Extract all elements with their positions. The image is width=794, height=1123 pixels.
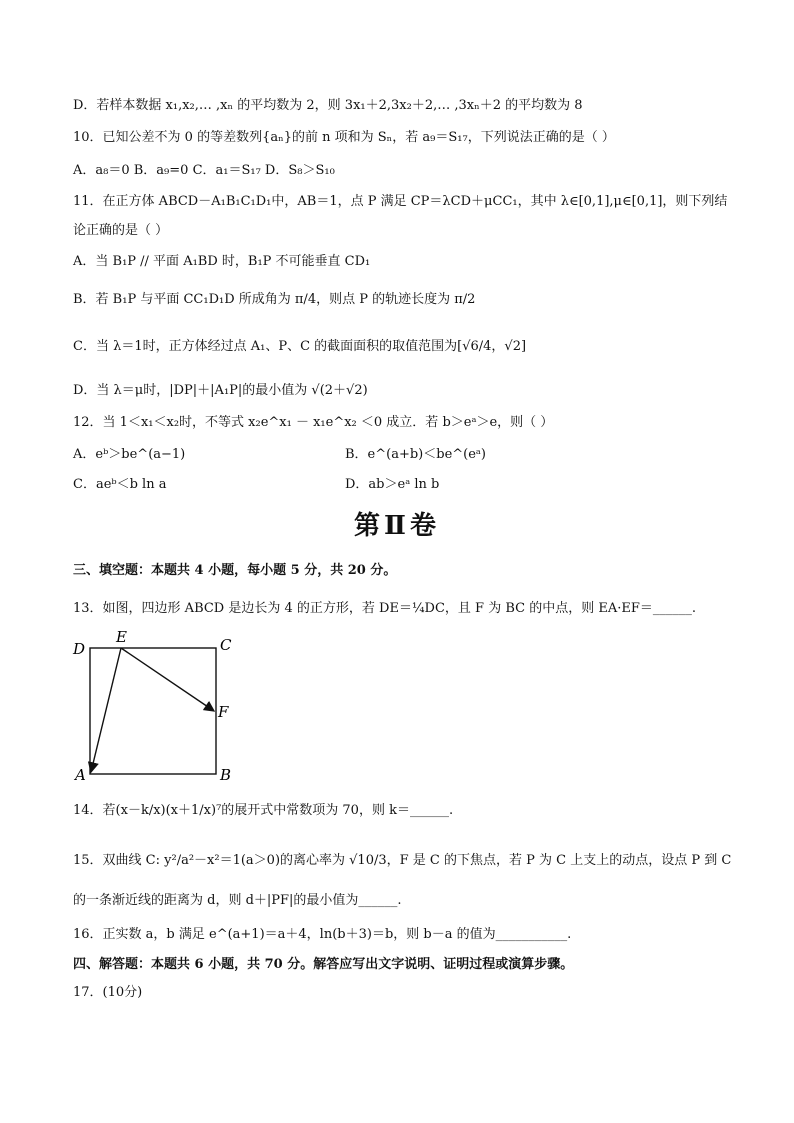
vector-ea <box>91 648 121 772</box>
question-11-option-b: B．若 B₁P 与平面 CC₁D₁D 所成角为 π/4，则点 P 的轨迹长度为 π/2 <box>73 292 476 307</box>
square-figure <box>70 628 240 783</box>
question-12: 12．当 1＜x₁＜x₂时，不等式 x₂e^x₁ － x₁e^x₂ ＜0 成立．若 b＞eᵃ＞e，则（ ） <box>73 415 554 430</box>
label-d: D <box>73 640 86 658</box>
question-15-cont: 的一条渐近线的距离为 d，则 d＋|PF|的最小值为______. <box>73 893 402 908</box>
q9-option-d: D．若样本数据 x₁,x₂,… ,xₙ 的平均数为 2，则 3x₁＋2,3x₂＋2,… ,3xₙ＋2 的平均数为 8 <box>73 98 583 113</box>
question-10: 10．已知公差不为 0 的等差数列{aₙ}的前 n 项和为 Sₙ，若 a₉＝S₁₇，下列说法正确的是（ ） <box>73 130 615 145</box>
square-abcd <box>90 648 216 774</box>
question-14: 14．若(x－k/x)(x＋1/x)⁷的展开式中常数项为 70，则 k＝______. <box>73 803 454 818</box>
question-17: 17．(10分) <box>73 985 143 1000</box>
question-15: 15．双曲线 C: y²/a²－x²＝1(a＞0)的离心率为 √10/3，F 是 C 的下焦点，若 P 为 C 上支上的动点，设点 P 到 C <box>73 853 732 868</box>
question-10-options: A．a₈＝0 B．a₉=0 C．a₁＝S₁₇ D．S₈＞S₁₀ <box>73 163 335 178</box>
question-13: 13．如图，四边形 ABCD 是边长为 4 的正方形，若 DE＝¼DC，且 F 为 BC 的中点，则 EA·EF＝______. <box>73 601 696 616</box>
section-title: 第Ⅱ卷 <box>354 511 440 541</box>
label-b: B <box>220 766 232 783</box>
part-3-heading: 三、填空题：本题共 4 小题，每小题 5 分，共 20 分。 <box>73 563 397 578</box>
vector-ef <box>121 648 214 711</box>
question-12-option-a: A．eᵇ＞be^(a−1) <box>73 447 186 462</box>
question-12-option-d: D．ab＞eᵃ ln b <box>345 477 440 492</box>
label-c: C <box>220 636 232 654</box>
question-11-option-a: A．当 B₁P // 平面 A₁BD 时，B₁P 不可能垂直 CD₁ <box>73 254 371 269</box>
question-16: 16．正实数 a，b 满足 e^(a+1)＝a＋4，ln(b＋3)＝b，则 b－a 的值为___________. <box>73 927 572 942</box>
question-11-option-d: D．当 λ＝μ时，|DP|＋|A₁P|的最小值为 √(2＋√2) <box>73 383 368 398</box>
question-11: 11．在正方体 ABCD－A₁B₁C₁D₁中，AB＝1，点 P 满足 CP＝λCD＋μCC₁，其中 λ∈[0,1],μ∈[0,1]，则下列结 <box>73 194 728 209</box>
question-12-option-c: C．aeᵇ＜b ln a <box>73 477 167 492</box>
question-11-option-c: C．当 λ＝1时，正方体经过点 A₁、P、C 的截面面积的取值范围为[√6/4，√2] <box>73 339 527 354</box>
question-12-option-b: B．e^(a+b)＜be^(eᵃ) <box>345 447 487 462</box>
label-e: E <box>116 628 127 646</box>
question-11-cont: 论正确的是（ ） <box>73 223 169 238</box>
label-a: A <box>75 766 86 783</box>
label-f: F <box>218 703 229 721</box>
part-4-heading: 四、解答题：本题共 6 小题，共 70 分。解答应写出文字说明、证明过程或演算步骤。 <box>73 957 574 972</box>
